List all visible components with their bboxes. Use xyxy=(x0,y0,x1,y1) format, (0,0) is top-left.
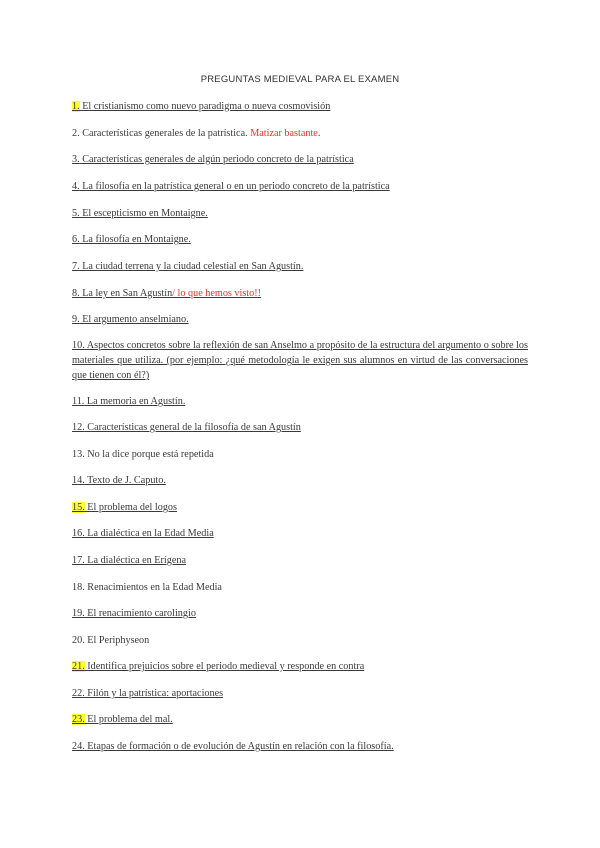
question-number: 19. xyxy=(72,608,85,619)
question-item xyxy=(72,420,528,435)
question-number: 21. xyxy=(72,661,85,672)
question-item xyxy=(72,206,528,221)
question-number: 9. xyxy=(72,314,80,325)
question-item xyxy=(72,526,528,541)
question-text: El argumento anselmiano. xyxy=(79,314,189,325)
question-item xyxy=(72,500,528,515)
question-text: El escepticismo en Montaigne. xyxy=(79,208,208,219)
question-item xyxy=(72,312,528,327)
question-text: Características generales de algún periodo concreto de la patrística xyxy=(79,154,354,165)
question-text: El Periphyseon xyxy=(84,635,150,646)
question-text: La ley en San Agustín xyxy=(79,288,173,299)
question-text: Aspectos concretos sobre la reflexión de san Anselmo a propósito de la estructura del argumento o sobre los materiales que utiliza. (por ejemplo: ¿qué metodología le exigen sus alumnos en virtud de las conversaciones que tienen con él?) xyxy=(72,340,528,381)
document-title: PREGUNTAS MEDIEVAL PARA EL EXAMEN xyxy=(200,74,400,85)
question-text: La ciudad terrena y la ciudad celestial en San Agustín. xyxy=(79,261,304,272)
question-text: Etapas de formación o de evolución de Agustín en relación con la filosofía. xyxy=(84,741,394,752)
question-number: 7. xyxy=(72,261,80,272)
question-text: Identifica prejuicios sobre el periodo medieval y responde en contra xyxy=(84,661,365,672)
question-number: 4. xyxy=(72,181,80,192)
question-item xyxy=(72,126,528,141)
question-item xyxy=(72,659,528,674)
question-number: 18. xyxy=(72,582,85,593)
question-note: Matizar bastante xyxy=(250,128,318,139)
question-number: 2. xyxy=(72,128,80,139)
question-number: 14. xyxy=(72,475,85,486)
question-text: Texto de J. Caputo. xyxy=(84,475,166,486)
question-text: Renacimientos en la Edad Media xyxy=(84,582,222,593)
question-number: 17. xyxy=(72,555,85,566)
question-number: 5. xyxy=(72,208,80,219)
question-number: 23. xyxy=(72,714,85,725)
question-item xyxy=(72,473,528,488)
question-text: La dialéctica en la Edad Media xyxy=(84,528,214,539)
question-number: 6. xyxy=(72,234,80,245)
question-number: 3. xyxy=(72,154,80,165)
question-number: 12. xyxy=(72,422,85,433)
question-text: La dialéctica en Erígena xyxy=(84,555,186,566)
question-number: 1. xyxy=(72,101,80,112)
question-item xyxy=(72,232,528,247)
question-text: Características generales de la patrística. xyxy=(79,128,251,139)
question-item xyxy=(72,259,528,274)
question-item xyxy=(72,447,528,462)
question-item xyxy=(72,712,528,727)
question-number: 20. xyxy=(72,635,85,646)
question-number: 11. xyxy=(72,396,85,407)
question-text-end: . xyxy=(317,128,321,139)
question-text: La memoria en Agustín. xyxy=(84,396,186,407)
question-item xyxy=(72,286,528,301)
question-text: Filón y la patrística: aportaciones xyxy=(84,688,224,699)
question-number: 16. xyxy=(72,528,85,539)
question-item xyxy=(72,152,528,167)
question-item xyxy=(72,580,528,595)
question-number: 15. xyxy=(72,502,85,513)
question-number: 22. xyxy=(72,688,85,699)
question-item xyxy=(72,179,528,194)
question-number: 10. xyxy=(72,340,85,351)
question-text: El renacimiento carolingio xyxy=(84,608,196,619)
question-item xyxy=(72,394,528,409)
question-text: La filosofía en Montaigne. xyxy=(79,234,191,245)
question-text: No la dice porque está repetida xyxy=(84,449,214,460)
question-text: El problema del logos xyxy=(84,502,177,513)
question-number: 13. xyxy=(72,449,85,460)
question-item xyxy=(72,686,528,701)
question-item xyxy=(72,99,528,114)
question-text: El cristianismo como nuevo paradigma o nueva cosmovisión xyxy=(79,101,331,112)
question-text: El problema del mal. xyxy=(84,714,173,725)
question-number: 8. xyxy=(72,288,80,299)
question-text: Características general de la filosofía de san Agustín xyxy=(84,422,301,433)
question-item xyxy=(72,338,528,383)
question-item xyxy=(72,739,528,754)
question-number: 24. xyxy=(72,741,85,752)
question-text: La filosofía en la patrística general o en un periodo concreto de la patrística xyxy=(79,181,390,192)
question-note: / lo que hemos visto!! xyxy=(172,288,262,299)
question-item xyxy=(72,553,528,568)
question-item xyxy=(72,606,528,621)
question-item xyxy=(72,633,528,648)
